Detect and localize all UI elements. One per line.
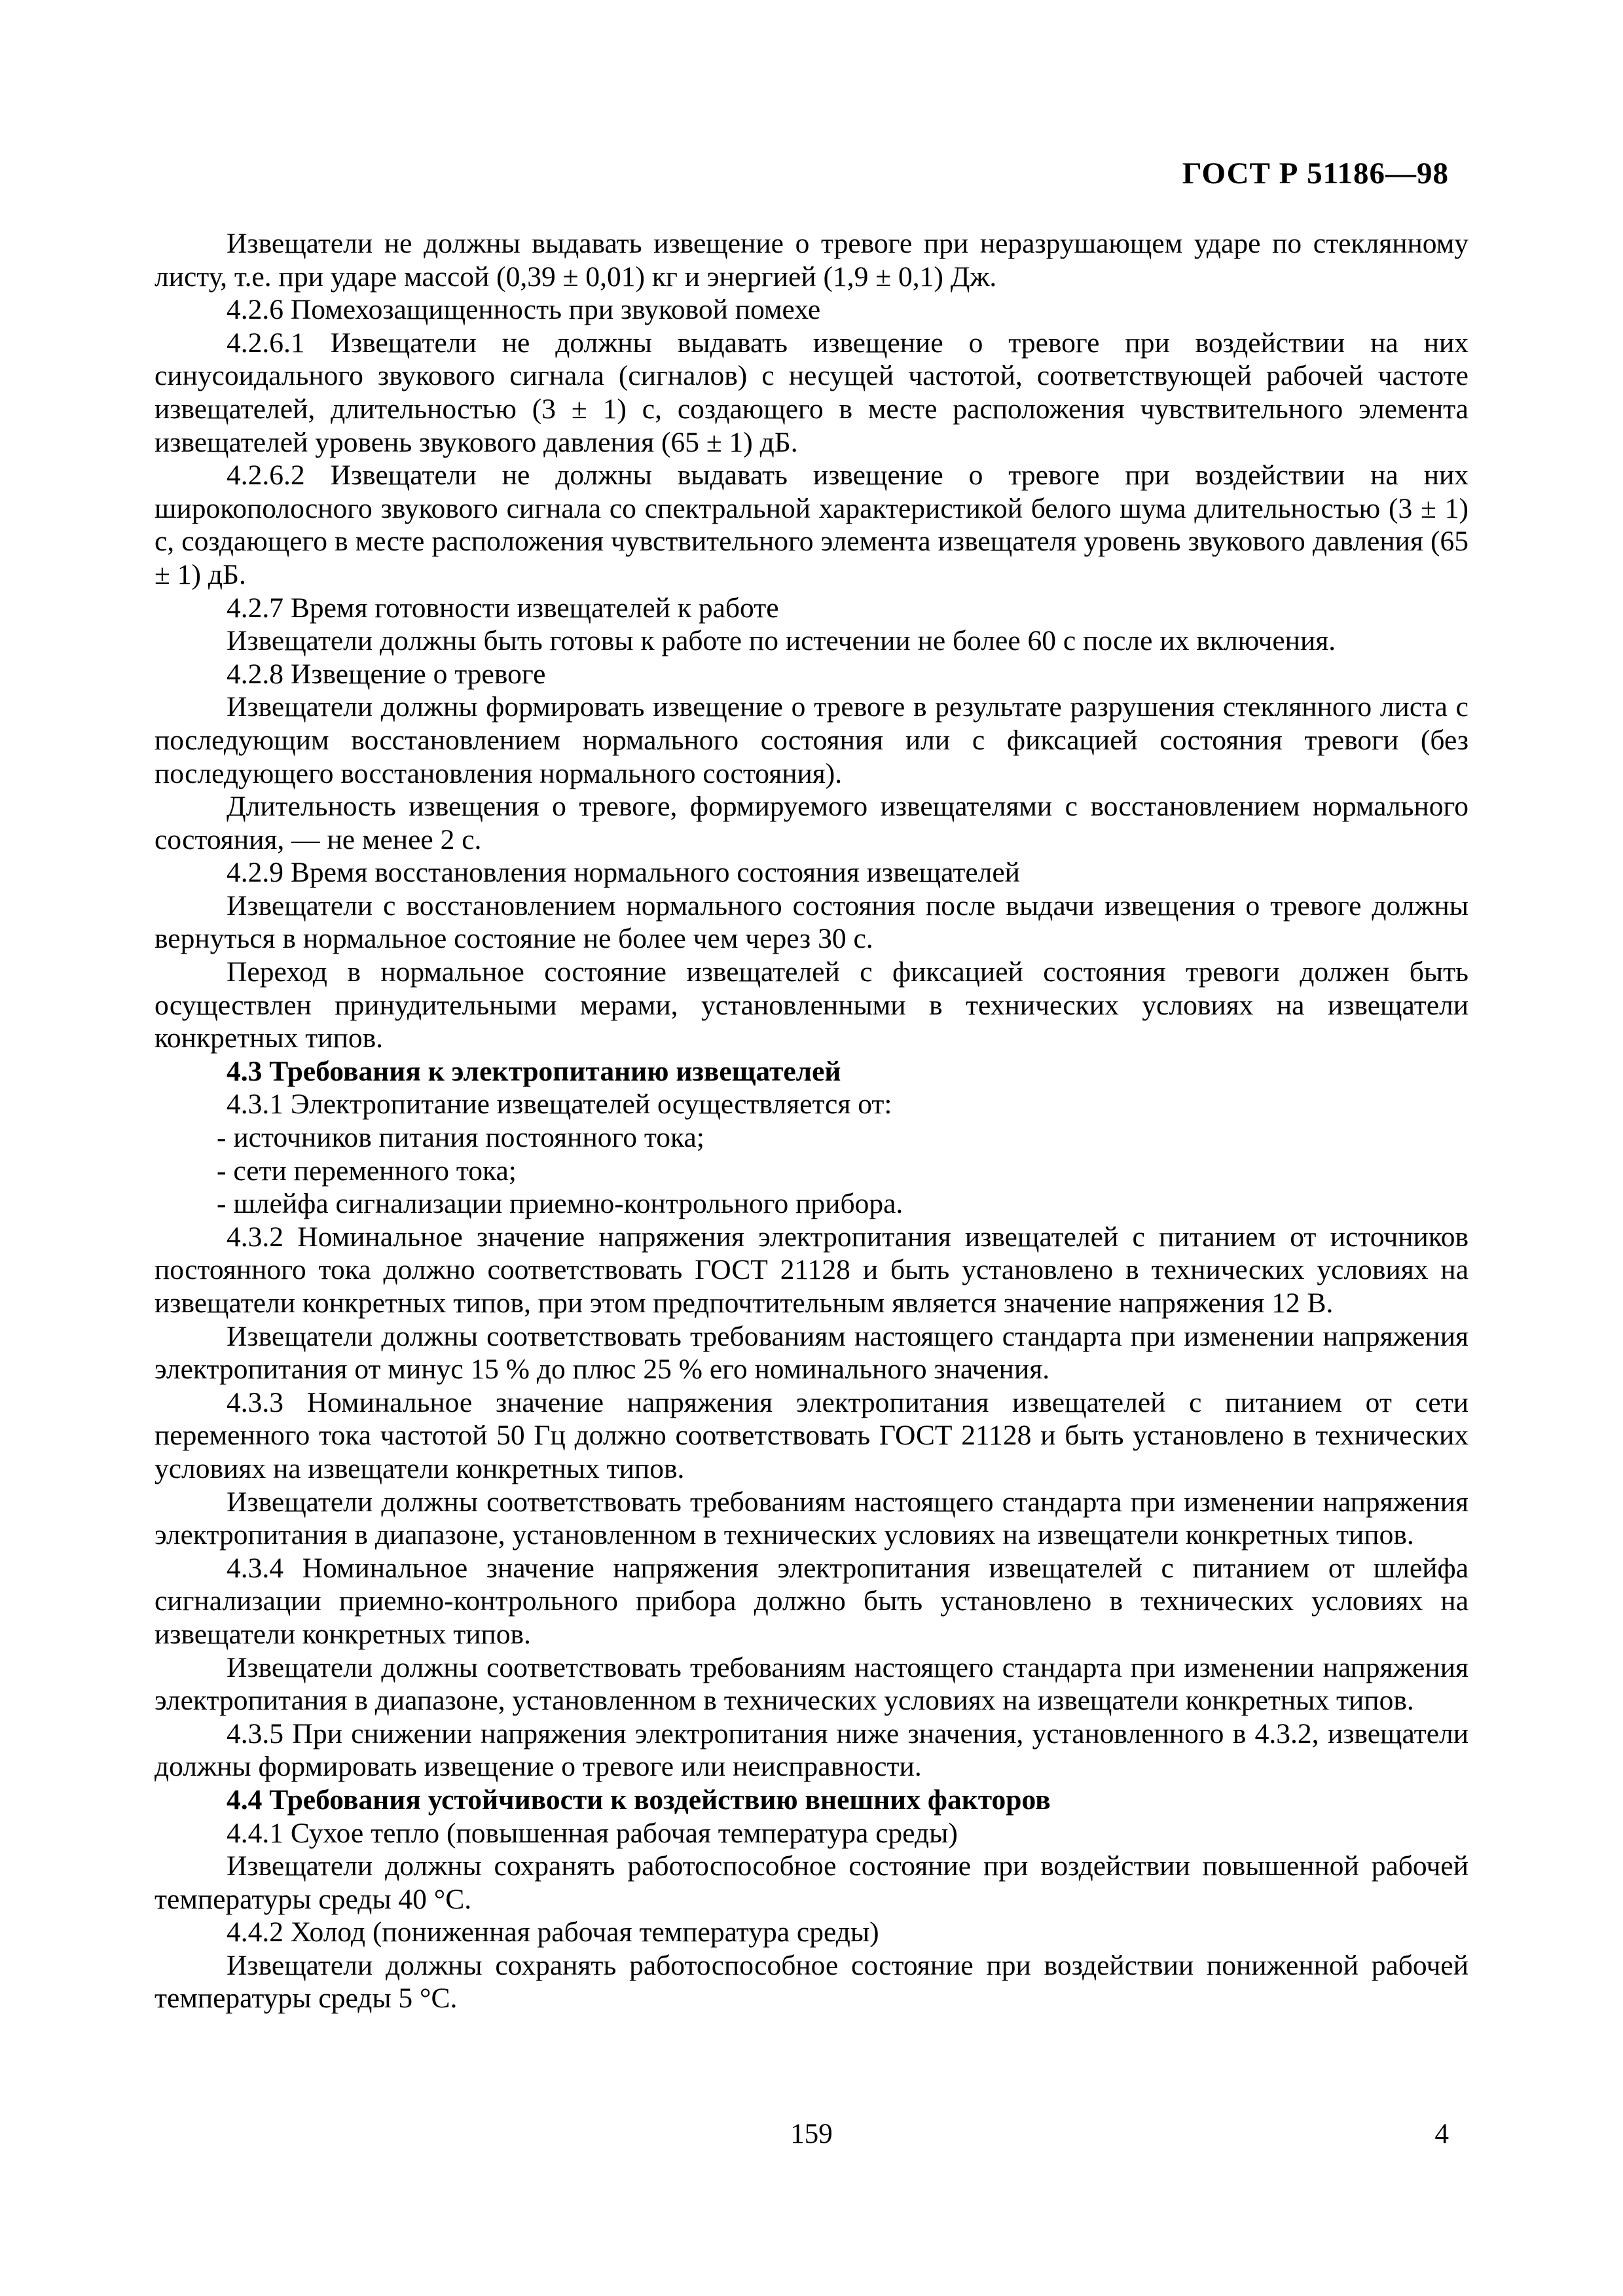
list-item: - источников питания постоянного тока; (217, 1122, 704, 1154)
paragraph: 4.4.2 Холод (пониженная рабочая температура среды) (227, 1916, 879, 1948)
paragraph: 4.2.6 Помехозащищенность при звуковой помехе (227, 294, 821, 326)
paragraph: 4.2.8 Извещение о тревоге (227, 658, 546, 690)
paragraph: Длительность извещения о тревоге, формируемого извещателями с восстановлением нормального состояния, — не менее 2 с. (155, 791, 1468, 855)
document-code: ГОСТ Р 51186—98 (1182, 156, 1449, 190)
page-number: 159 (790, 2119, 833, 2149)
paragraph: 4.2.7 Время готовности извещателей к работе (227, 592, 779, 624)
list-item: - шлейфа сигнализации приемно-контрольного прибора. (217, 1188, 903, 1220)
paragraph: 4.2.6.2 Извещатели не должны выдавать извещение о тревоге при воздействии на них широкополосного звукового сигнала со спектральной характеристикой белого шума длительностью (3 ± 1) с, создающего в месте расположения чувствительного элемента извещателя уровень звукового давления (65 ± 1) дБ. (155, 459, 1468, 590)
section-heading: 4.3 Требования к электропитанию извещателей (227, 1055, 841, 1087)
paragraph: 4.3.1 Электропитание извещателей осуществляется от: (227, 1088, 892, 1121)
paragraph: Извещатели должны соответствовать требованиям настоящего стандарта при изменении напряжения электропитания в диапазоне, установленном в технических условиях на извещатели конкретных типов. (155, 1651, 1468, 1717)
paragraph: Извещатели должны сохранять работоспособное состояние при воздействии пониженной рабочей температуры среды 5 °С. (155, 1949, 1468, 2015)
list-item: - сети переменного тока; (217, 1155, 517, 1187)
paragraph: Извещатели должны сохранять работоспособное состояние при воздействии повышенной рабочей температуры среды 40 °С. (155, 1850, 1468, 1915)
paragraph: Извещатели не должны выдавать извещение о тревоге при неразрушающем ударе по стеклянному листу, т.е. при ударе массой (0,39 ± 0,01) кг и энергией (1,9 ± 0,1) Дж. (155, 228, 1468, 293)
sheet-number: 4 (1434, 2119, 1449, 2149)
paragraph: 4.2.6.1 Извещатели не должны выдавать извещение о тревоге при воздействии на них синусоидального звукового сигнала (сигналов) с несущей частотой, соответствующей рабочей частоте извещателей, длительностью (3 ± 1) с, создающего в месте расположения чувствительного элемента извещателей уровень звукового давления (65 ± 1) дБ. (155, 327, 1468, 458)
paragraph: 4.2.9 Время восстановления нормального состояния извещателей (227, 857, 1020, 889)
paragraph: 4.4.1 Сухое тепло (повышенная рабочая температура среды) (227, 1817, 958, 1849)
paragraph: Извещатели с восстановлением нормального состояния после выдачи извещения о тревоге должны вернуться в нормальное состояние не более чем через 30 с. (155, 889, 1468, 955)
paragraph: Переход в нормальное состояние извещателей с фиксацией состояния тревоги должен быть осуществлен принудительными мерами, установленными в технических условиях на извещатели конкретных типов. (155, 956, 1468, 1054)
paragraph: Извещатели должны соответствовать требованиям настоящего стандарта при изменении напряжения электропитания от минус 15 % до плюс 25 % его номинального значения. (155, 1320, 1468, 1386)
paragraph: Извещатели должны соответствовать требованиям настоящего стандарта при изменении напряжения электропитания в диапазоне, установленном в технических условиях на извещатели конкретных типов. (155, 1486, 1468, 1551)
paragraph: 4.3.5 При снижении напряжения электропитания ниже значения, установленного в 4.3.2, извещатели должны формировать извещение о тревоге или неисправности. (155, 1717, 1468, 1783)
paragraph: 4.3.3 Номинальное значение напряжения электропитания извещателей с питанием от сети переменного тока частотой 50 Гц должно соответствовать ГОСТ 21128 и быть установлено в технических условиях на извещатели конкретных типов. (155, 1386, 1468, 1484)
section-heading: 4.4 Требования устойчивости к воздействию внешних факторов (227, 1784, 1051, 1816)
paragraph: Извещатели должны формировать извещение о тревоге в результате разрушения стеклянного листа с последующим восстановлением нормального состояния или с фиксацией состояния тревоги (без последующего восстановления нормального состояния). (155, 691, 1468, 789)
paragraph: 4.3.4 Номинальное значение напряжения электропитания извещателей с питанием от шлейфа сигнализации приемно-контрольного прибора должно быть установлено в технических условиях на извещатели конкретных типов. (155, 1552, 1468, 1650)
paragraph: Извещатели должны быть готовы к работе по истечении не более 60 с после их включения. (227, 625, 1336, 657)
document-body (155, 227, 1468, 2015)
paragraph: 4.3.2 Номинальное значение напряжения электропитания извещателей с питанием от источников постоянного тока должно соответствовать ГОСТ 21128 и быть установлено в технических условиях на извещатели конкретных типов, при этом предпочтительным является значение напряжения 12 В. (155, 1221, 1468, 1319)
